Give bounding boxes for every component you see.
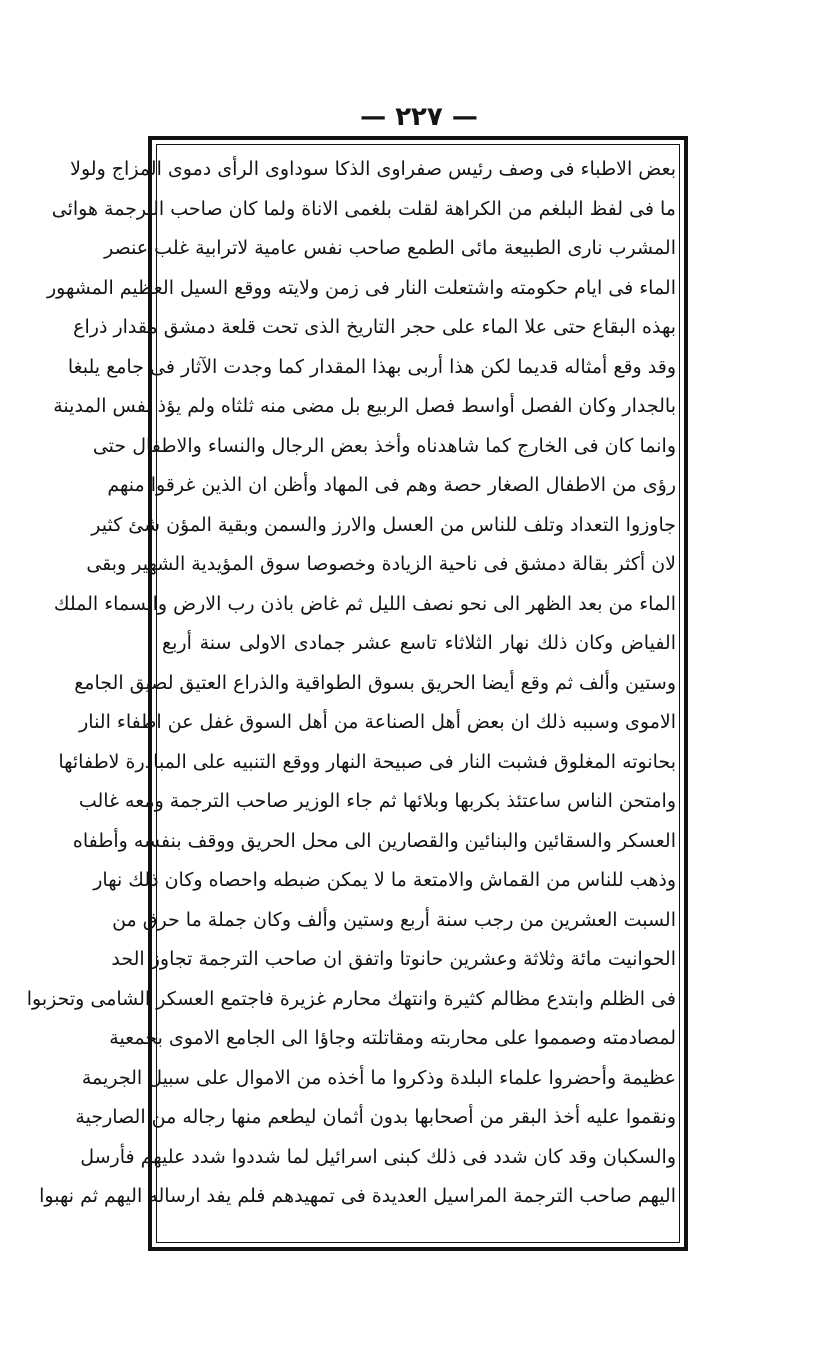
text-line-24: عظيمة وأحضروا علماء البلدة وذكروا ما أخذه من الاموال على سبيل الجريمة [81,1066,676,1089]
text-line-15: الاموى وسببه ذلك ان بعض أهل الصناعة من أهل السوق غفل عن اطفاء النار [79,711,676,733]
text-line-8: وانما كان فى الخارج كما شاهدناه وأخذ بعض الرجال والنساء والاطفال حتى [92,434,676,457]
text-line-9: رؤى من الاطفال الصغار حصة وهم فى المهاد وأظن ان الذين غرقوا منهم [107,474,676,496]
text-line-11: لان أكثر بقالة دمشق فى ناحية الزيادة وخصوصا سوق المؤيدية الشهير وبقى [86,553,676,575]
text-line-13: الفياض وكان ذلك نهار الثلاثاء تاسع عشر جمادى الاولى سنة أربع [162,632,676,654]
text-line-6: وقد وقع أمثاله قديما لكن هذا أربى بهذا المقدار كما وجدت الآثار فى جامع يلبغا [67,355,676,378]
text-line-14: وستين وألف ثم وقع أيضا الحريق بسوق الطواقية والذراع العتيق لصيق الجامع [74,671,676,694]
text-line-16: بحانوته المغلوق فشبت النار فى صبيحة النهار ووقع التنبيه على المبادرة لاطفائها [58,750,676,773]
text-line-26: والسكبان وقد كان شدد فى ذلك كبنى اسرائيل لما شددوا شدد عليهم فأرسل [80,1145,676,1168]
body-text [26,150,676,1240]
text-line-22: فى الظلم وابتدع مظالم كثيرة وانتهك محارم غزيرة فاجتمع العسكر الشامى وتحزبوا [26,987,676,1010]
text-line-20: السبت العشرين من رجب سنة أربع وستين وألف وكان جملة ما حرق من [112,908,676,931]
text-line-21: الحوانيت مائة وثلاثة وعشرين حانوتا واتفق ان صاحب الترجمة تجاوز الحد [111,948,676,970]
text-line-17: وامتحن الناس ساعتئذ بكربها وبلائها ثم جاء الوزير صاحب الترجمة ومعه غالب [78,790,676,812]
page-number: — ٢٢٧ — [360,102,478,132]
text-line-18: العسكر والسقائين والبنائين والقصارين الى محل الحريق ووقف بنفسه وأطفاه [72,829,676,852]
text-line-23: لمصادمته وصمموا على محاربته ومقاتلته وجاؤا الى الجامع الاموى بجمعية [109,1027,676,1049]
text-line-19: وذهب للناس من القماش والامتعة ما لا يمكن ضبطه واحصاه وكان ذلك نهار [93,869,676,891]
text-line-1: بعض الاطباء فى وصف رئيس صفراوى الذكا سوداوى الرأى دموى المزاج ولولا [70,158,676,180]
text-line-27: اليهم صاحب الترجمة المراسيل العديدة فى تمهيدهم فلم يفد ارساله اليهم ثم نهبوا [39,1185,676,1207]
text-line-25: ونقموا عليه أخذ البقر من أصحابها بدون أثمان ليطعم منها رجاله من الصارجية [75,1106,676,1128]
text-line-5: بهذه البقاع حتى علا الماء على حجر التاريخ الذى تحت قلعة دمشق مقدار ذراع [73,316,676,338]
text-line-7: بالجدار وكان الفصل أواسط فصل الربيع بل مضى منه ثلثاه ولم يؤذ نفس المدينة [53,395,676,417]
text-line-12: الماء من بعد الظهر الى نحو نصف الليل ثم غاض باذن رب الارض والسماء الملك [53,592,676,615]
text-line-3: المشرب نارى الطبيعة مائى الطمع صاحب نفس عامية لاترابية غلب عنصر [104,237,676,259]
text-line-10: جاوزوا التعداد وتلف للناس من العسل والارز والسمن وبقية المؤن شئ كثير [91,513,676,536]
text-line-2: ما فى لفظ البلغم من الكراهة لقلت بلغمى الاناة ولما كان صاحب الترجمة هوائى [51,197,676,220]
text-line-4: الماء فى ايام حكومته واشتعلت النار فى زمن ولايته ووقع السيل العظيم المشهور [46,276,676,299]
